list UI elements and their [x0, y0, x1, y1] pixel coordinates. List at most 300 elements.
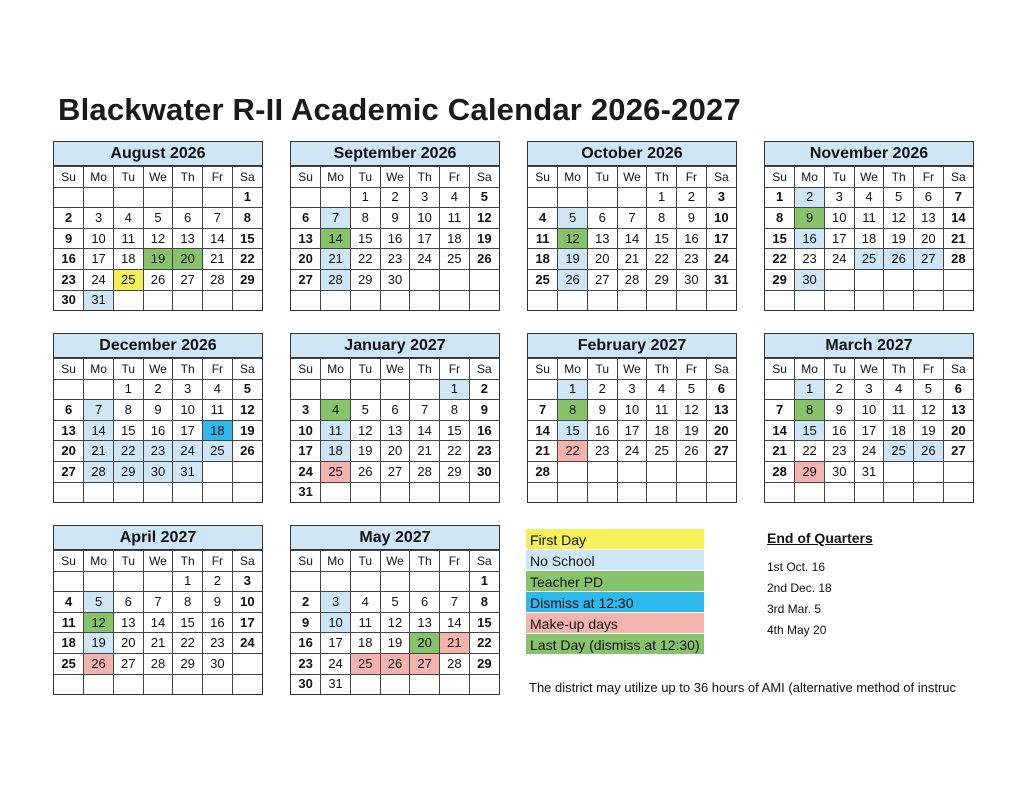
weekday-header: Su: [528, 359, 558, 380]
day-cell: 10: [824, 208, 854, 229]
day-cell: 14: [617, 228, 647, 249]
quarter-item: 3rd Mar. 5: [767, 602, 822, 616]
day-cell: 8: [795, 400, 825, 421]
day-cell: 7: [528, 400, 558, 421]
day-cell: 23: [587, 441, 617, 462]
day-cell: 13: [291, 228, 321, 249]
empty-cell: [469, 290, 499, 310]
weekday-header: We: [854, 167, 884, 188]
day-cell: 29: [647, 269, 677, 290]
legend-teacher-pd: Teacher PD: [526, 571, 704, 591]
day-cell: 22: [173, 633, 203, 654]
day-cell: 8: [350, 208, 380, 229]
day-cell: 22: [440, 441, 470, 462]
day-cell: 5: [380, 592, 410, 613]
day-cell: 31: [84, 290, 114, 310]
day-cell: 6: [54, 400, 84, 421]
day-cell: 29: [765, 269, 795, 290]
day-cell: 23: [54, 269, 84, 290]
day-cell: 21: [440, 633, 470, 654]
weekday-header: Mo: [84, 167, 114, 188]
empty-cell: [558, 482, 588, 502]
day-cell: 27: [113, 653, 143, 674]
empty-cell: [587, 461, 617, 482]
day-cell: 13: [173, 228, 203, 249]
empty-cell: [914, 482, 944, 502]
empty-cell: [410, 571, 440, 592]
day-cell: 28: [765, 461, 795, 482]
day-cell: 6: [587, 208, 617, 229]
day-cell: 29: [232, 269, 262, 290]
day-cell: 12: [469, 208, 499, 229]
empty-cell: [113, 571, 143, 592]
day-cell: 24: [321, 653, 351, 674]
empty-cell: [143, 482, 173, 502]
month-title: February 2027: [528, 334, 736, 358]
day-cell: 22: [647, 249, 677, 270]
day-cell: 7: [765, 400, 795, 421]
weekday-header: Mo: [84, 551, 114, 572]
empty-cell: [54, 187, 84, 208]
day-cell: 26: [914, 441, 944, 462]
weekday-header: Fr: [203, 359, 233, 380]
weekday-header: Tu: [350, 359, 380, 380]
weekday-header: Tu: [587, 167, 617, 188]
day-cell: 8: [558, 400, 588, 421]
empty-cell: [410, 379, 440, 400]
day-cell: 7: [410, 400, 440, 421]
weekday-header: Fr: [914, 359, 944, 380]
day-cell: 1: [173, 571, 203, 592]
weekday-header: Su: [528, 167, 558, 188]
day-cell: 29: [113, 461, 143, 482]
day-cell: 14: [943, 208, 973, 229]
day-cell: 10: [232, 592, 262, 613]
day-cell: 20: [410, 633, 440, 654]
empty-cell: [617, 187, 647, 208]
day-cell: 25: [440, 249, 470, 270]
empty-cell: [765, 290, 795, 310]
day-cell: 17: [84, 249, 114, 270]
day-cell: 18: [203, 420, 233, 441]
day-cell: 5: [84, 592, 114, 613]
day-cell: 1: [795, 379, 825, 400]
day-cell: 21: [410, 441, 440, 462]
day-cell: 21: [617, 249, 647, 270]
day-cell: 27: [706, 441, 736, 462]
day-cell: 5: [677, 379, 707, 400]
day-cell: 9: [795, 208, 825, 229]
end-of-quarters: [767, 530, 873, 641]
day-cell: 5: [884, 187, 914, 208]
weekday-header: Fr: [440, 359, 470, 380]
day-cell: 10: [410, 208, 440, 229]
weekday-header: Sa: [469, 359, 499, 380]
empty-cell: [558, 461, 588, 482]
day-cell: 27: [380, 461, 410, 482]
day-cell: 22: [350, 249, 380, 270]
quarter-item: 2nd Dec. 18: [767, 581, 832, 595]
day-cell: 2: [291, 592, 321, 613]
empty-cell: [380, 674, 410, 694]
empty-cell: [84, 482, 114, 502]
day-cell: 24: [706, 249, 736, 270]
day-cell: 17: [232, 612, 262, 633]
empty-cell: [232, 674, 262, 694]
empty-cell: [143, 674, 173, 694]
day-cell: 20: [291, 249, 321, 270]
day-cell: 2: [469, 379, 499, 400]
day-cell: 13: [380, 420, 410, 441]
empty-cell: [854, 290, 884, 310]
day-cell: 1: [765, 187, 795, 208]
empty-cell: [587, 290, 617, 310]
day-cell: 21: [321, 249, 351, 270]
day-cell: 9: [143, 400, 173, 421]
day-cell: 19: [84, 633, 114, 654]
day-cell: 11: [440, 208, 470, 229]
empty-cell: [84, 187, 114, 208]
day-cell: 26: [469, 249, 499, 270]
day-cell: 19: [232, 420, 262, 441]
weekday-header: Th: [647, 167, 677, 188]
empty-cell: [54, 571, 84, 592]
day-cell: 28: [410, 461, 440, 482]
day-cell: 20: [943, 420, 973, 441]
day-cell: 19: [350, 441, 380, 462]
day-cell: 30: [291, 674, 321, 694]
weekday-header: Sa: [943, 359, 973, 380]
day-cell: 23: [469, 441, 499, 462]
weekday-header: We: [617, 359, 647, 380]
day-cell: 22: [232, 249, 262, 270]
day-cell: 16: [587, 420, 617, 441]
day-cell: 2: [143, 379, 173, 400]
day-cell: 19: [380, 633, 410, 654]
day-cell: 1: [469, 571, 499, 592]
weekday-header: We: [380, 551, 410, 572]
empty-cell: [706, 461, 736, 482]
day-cell: 16: [677, 228, 707, 249]
day-cell: 10: [291, 420, 321, 441]
empty-cell: [350, 674, 380, 694]
weekday-header: Fr: [203, 167, 233, 188]
day-cell: 23: [291, 653, 321, 674]
empty-cell: [617, 482, 647, 502]
day-cell: 27: [173, 269, 203, 290]
legend-dismiss: Dismiss at 12:30: [526, 592, 704, 612]
weekday-header: Th: [884, 359, 914, 380]
empty-cell: [558, 290, 588, 310]
day-cell: 30: [677, 269, 707, 290]
day-cell: 8: [113, 400, 143, 421]
day-cell: 26: [558, 269, 588, 290]
month-calendar: [53, 141, 263, 311]
weekday-header: Th: [410, 551, 440, 572]
weekday-header: Sa: [232, 359, 262, 380]
day-cell: 12: [677, 400, 707, 421]
day-cell: 11: [203, 400, 233, 421]
empty-cell: [410, 290, 440, 310]
weekday-header: Sa: [706, 359, 736, 380]
weekday-header: Su: [765, 167, 795, 188]
weekday-header: Mo: [558, 359, 588, 380]
day-cell: 19: [884, 228, 914, 249]
day-cell: 15: [350, 228, 380, 249]
day-cell: 13: [587, 228, 617, 249]
empty-cell: [203, 290, 233, 310]
day-cell: 28: [617, 269, 647, 290]
day-cell: 15: [440, 420, 470, 441]
day-cell: 9: [824, 400, 854, 421]
day-cell: 21: [765, 441, 795, 462]
day-cell: 7: [203, 208, 233, 229]
page-title: Blackwater R-II Academic Calendar 2026-2027: [58, 92, 741, 127]
day-cell: 13: [410, 612, 440, 633]
month-calendar: [53, 333, 263, 503]
day-cell: 17: [854, 420, 884, 441]
day-cell: 23: [143, 441, 173, 462]
day-cell: 5: [232, 379, 262, 400]
day-cell: 13: [113, 612, 143, 633]
empty-cell: [469, 269, 499, 290]
day-cell: 2: [795, 187, 825, 208]
empty-cell: [677, 482, 707, 502]
day-cell: 11: [54, 612, 84, 633]
day-cell: 5: [914, 379, 944, 400]
empty-cell: [113, 482, 143, 502]
day-cell: 7: [440, 592, 470, 613]
empty-cell: [795, 482, 825, 502]
weekday-header: We: [143, 551, 173, 572]
empty-cell: [528, 187, 558, 208]
day-cell: 29: [795, 461, 825, 482]
empty-cell: [321, 379, 351, 400]
weekday-header: Th: [884, 167, 914, 188]
empty-cell: [321, 187, 351, 208]
day-cell: 4: [54, 592, 84, 613]
day-cell: 28: [203, 269, 233, 290]
month-title: August 2026: [54, 142, 262, 166]
empty-cell: [84, 674, 114, 694]
weekday-header: Th: [410, 167, 440, 188]
day-cell: 20: [173, 249, 203, 270]
day-cell: 27: [914, 249, 944, 270]
day-cell: 15: [647, 228, 677, 249]
empty-cell: [321, 482, 351, 502]
empty-cell: [380, 482, 410, 502]
day-cell: 29: [350, 269, 380, 290]
day-cell: 12: [884, 208, 914, 229]
day-cell: 18: [350, 633, 380, 654]
day-cell: 23: [380, 249, 410, 270]
day-cell: 31: [291, 482, 321, 502]
day-cell: 6: [380, 400, 410, 421]
day-cell: 6: [914, 187, 944, 208]
legend-first-day: First Day: [526, 529, 704, 549]
day-cell: 7: [943, 187, 973, 208]
day-cell: 14: [410, 420, 440, 441]
day-cell: 19: [914, 420, 944, 441]
day-cell: 18: [884, 420, 914, 441]
weekday-header: Mo: [321, 167, 351, 188]
day-cell: 30: [203, 653, 233, 674]
day-cell: 20: [587, 249, 617, 270]
day-cell: 26: [380, 653, 410, 674]
weekday-header: Th: [173, 359, 203, 380]
day-cell: 5: [143, 208, 173, 229]
month-title: May 2027: [291, 526, 499, 550]
empty-cell: [173, 482, 203, 502]
day-cell: 15: [173, 612, 203, 633]
month-title: January 2027: [291, 334, 499, 358]
day-cell: 3: [84, 208, 114, 229]
empty-cell: [291, 571, 321, 592]
day-cell: 11: [884, 400, 914, 421]
empty-cell: [647, 461, 677, 482]
empty-cell: [765, 379, 795, 400]
day-cell: 26: [677, 441, 707, 462]
weekday-header: Tu: [587, 359, 617, 380]
month-calendar: [290, 141, 500, 311]
day-cell: 28: [321, 269, 351, 290]
day-cell: 25: [54, 653, 84, 674]
empty-cell: [528, 290, 558, 310]
weekday-header: Tu: [824, 167, 854, 188]
day-cell: 24: [410, 249, 440, 270]
day-cell: 9: [54, 228, 84, 249]
month-calendar: [527, 333, 737, 503]
empty-cell: [232, 290, 262, 310]
day-cell: 5: [558, 208, 588, 229]
day-cell: 27: [943, 441, 973, 462]
weekday-header: Fr: [440, 551, 470, 572]
day-cell: 1: [558, 379, 588, 400]
day-cell: 18: [440, 228, 470, 249]
day-cell: 19: [677, 420, 707, 441]
empty-cell: [943, 269, 973, 290]
empty-cell: [884, 269, 914, 290]
empty-cell: [824, 269, 854, 290]
empty-cell: [943, 482, 973, 502]
empty-cell: [943, 461, 973, 482]
day-cell: 26: [884, 249, 914, 270]
day-cell: 3: [291, 400, 321, 421]
month-title: October 2026: [528, 142, 736, 166]
day-cell: 1: [440, 379, 470, 400]
day-cell: 2: [54, 208, 84, 229]
day-cell: 8: [647, 208, 677, 229]
day-cell: 12: [380, 612, 410, 633]
day-cell: 17: [321, 633, 351, 654]
empty-cell: [291, 290, 321, 310]
empty-cell: [173, 187, 203, 208]
day-cell: 21: [84, 441, 114, 462]
day-cell: 6: [291, 208, 321, 229]
day-cell: 10: [706, 208, 736, 229]
empty-cell: [84, 379, 114, 400]
day-cell: 6: [173, 208, 203, 229]
day-cell: 30: [824, 461, 854, 482]
empty-cell: [440, 674, 470, 694]
legend-make-up-days: Make-up days: [526, 613, 704, 633]
weekday-header: We: [380, 167, 410, 188]
empty-cell: [54, 482, 84, 502]
day-cell: 12: [350, 420, 380, 441]
day-cell: 24: [84, 269, 114, 290]
weekday-header: Th: [410, 359, 440, 380]
day-cell: 23: [824, 441, 854, 462]
weekday-header: Tu: [113, 167, 143, 188]
weekday-header: Mo: [795, 359, 825, 380]
day-cell: 22: [765, 249, 795, 270]
empty-cell: [173, 290, 203, 310]
day-cell: 3: [854, 379, 884, 400]
weekday-header: Th: [173, 167, 203, 188]
day-cell: 1: [232, 187, 262, 208]
day-cell: 11: [854, 208, 884, 229]
day-cell: 18: [321, 441, 351, 462]
day-cell: 19: [469, 228, 499, 249]
weekday-header: Sa: [706, 167, 736, 188]
weekday-header: Mo: [321, 359, 351, 380]
day-cell: 28: [84, 461, 114, 482]
day-cell: 9: [587, 400, 617, 421]
empty-cell: [943, 290, 973, 310]
day-cell: 13: [914, 208, 944, 229]
day-cell: 17: [291, 441, 321, 462]
day-cell: 27: [54, 461, 84, 482]
day-cell: 8: [765, 208, 795, 229]
empty-cell: [469, 674, 499, 694]
day-cell: 25: [854, 249, 884, 270]
day-cell: 23: [203, 633, 233, 654]
day-cell: 3: [321, 592, 351, 613]
empty-cell: [914, 269, 944, 290]
day-cell: 31: [706, 269, 736, 290]
day-cell: 21: [528, 441, 558, 462]
day-cell: 15: [765, 228, 795, 249]
day-cell: 26: [232, 441, 262, 462]
month-calendar: [527, 141, 737, 311]
day-cell: 24: [854, 441, 884, 462]
weekday-header: Su: [291, 167, 321, 188]
empty-cell: [440, 290, 470, 310]
weekday-header: Tu: [113, 551, 143, 572]
day-cell: 4: [203, 379, 233, 400]
empty-cell: [440, 482, 470, 502]
day-cell: 27: [410, 653, 440, 674]
weekday-header: Tu: [113, 359, 143, 380]
month-title: April 2027: [54, 526, 262, 550]
day-cell: 4: [350, 592, 380, 613]
day-cell: 16: [380, 228, 410, 249]
day-cell: 18: [647, 420, 677, 441]
day-cell: 7: [617, 208, 647, 229]
day-cell: 18: [113, 249, 143, 270]
legend: [526, 529, 704, 655]
weekday-header: Th: [173, 551, 203, 572]
day-cell: 10: [617, 400, 647, 421]
day-cell: 14: [765, 420, 795, 441]
day-cell: 26: [350, 461, 380, 482]
empty-cell: [765, 482, 795, 502]
day-cell: 28: [143, 653, 173, 674]
day-cell: 4: [884, 379, 914, 400]
day-cell: 16: [469, 420, 499, 441]
day-cell: 20: [54, 441, 84, 462]
weekday-header: Su: [765, 359, 795, 380]
